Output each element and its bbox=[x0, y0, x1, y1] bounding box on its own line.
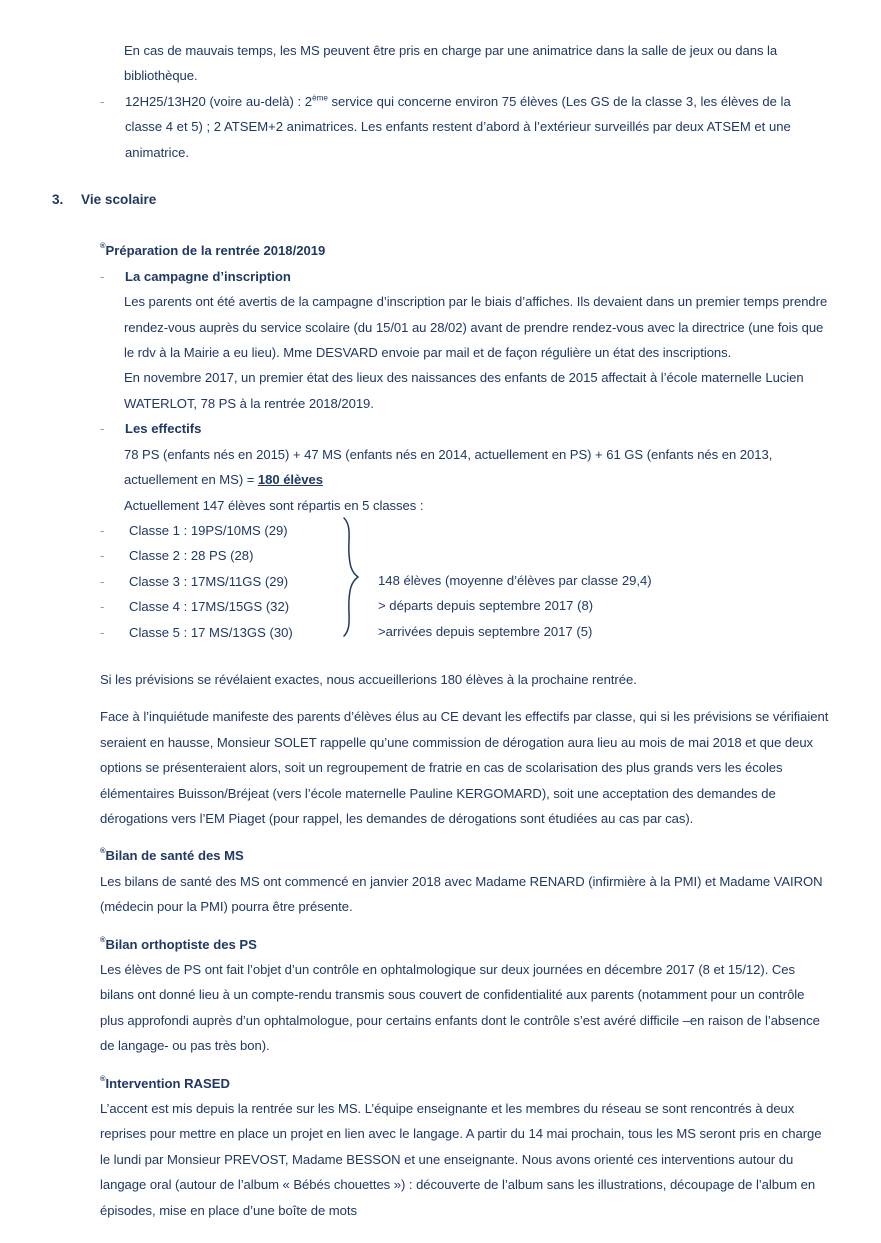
section-number: 3. bbox=[52, 192, 64, 208]
dash-bullet-icon: - bbox=[100, 93, 105, 109]
effectifs-calcul-prefix: 78 PS (enfants nés en 2015) + 47 MS (enfants nés en 2014, actuellement en PS) + 61 GS (enfants nés en 2013, actuellement en MS) = bbox=[124, 446, 773, 488]
spacer bbox=[52, 165, 829, 187]
paragraph-bilan-sante: Les bilans de santé des MS ont commencé en janvier 2018 avec Madame RENARD (infirmière à la PMI) et Madame VAIRON (médecin pour la PMI) pourra être présente. bbox=[100, 873, 823, 915]
brace-note-departs: > départs depuis septembre 2017 (8) bbox=[378, 598, 594, 614]
brace-note-arrivees: >arrivées depuis septembre 2017 (5) bbox=[378, 623, 593, 639]
dash-bullet-icon: - bbox=[100, 268, 105, 284]
classes-block bbox=[100, 518, 829, 645]
paragraph-effectifs-repartition: Actuellement 147 élèves sont répartis en 5 classes : bbox=[124, 497, 424, 513]
brace-notes bbox=[378, 568, 798, 644]
classe-label: Classe 1 : 19PS/10MS (29) bbox=[129, 522, 288, 538]
dash-bullet-icon: - bbox=[100, 522, 105, 538]
subsection-heading-bilan-sante-label: Bilan de santé des MS bbox=[105, 848, 244, 864]
circle-bullet-icon: ® bbox=[100, 1073, 106, 1083]
paragraph-intervention-rased: L’accent est mis depuis la rentrée sur les MS. L’équipe enseignante et les membres du réseau se sont rencontrés à deux reprises pour mettre en place un projet en lien avec le langage. A partir du 14 mai prochain, tous les MS seront pris en charge le lundi par Monsieur PREVOST, Madame BESSON et une enseignante. Nous avons orienté ces interventions autour du langage oral (autour de l’album « Bébés chouettes ») : découverte de l’album sans les illustrations, découpage de l’album en épisodes, mise en place d’une boîte de mots bbox=[100, 1101, 822, 1218]
list-item-second-service-text bbox=[125, 89, 829, 165]
subsection-heading-preparation bbox=[100, 238, 829, 263]
list-item-classe bbox=[100, 594, 400, 619]
classe-label: Classe 2 : 28 PS (28) bbox=[129, 548, 254, 564]
dash-bullet-icon: - bbox=[100, 599, 105, 615]
classe-label: Classe 3 : 17MS/11GS (29) bbox=[129, 573, 289, 589]
spacer bbox=[52, 645, 829, 667]
subsection-heading-bilan-orthoptiste bbox=[100, 932, 829, 957]
list-item-effectifs-heading bbox=[100, 416, 829, 441]
list-item-second-service bbox=[100, 89, 829, 165]
list-item-classe bbox=[100, 543, 400, 568]
effectifs-subheading: Les effectifs bbox=[125, 421, 202, 437]
subsection-heading-bilan-sante bbox=[100, 843, 829, 868]
paragraph-bilan-orthoptiste: Les élèves de PS ont fait l’objet d’un contrôle en ophtalmologique sur deux journées en décembre 2017 (8 et 15/12). Ces bilans ont donné lieu à un compte-rendu transmis sous couvert de confidentialité aux parents (notamment pour un contrôle plus approfondi auprès d’un ophtalmologue, pour certains enfants dont le contrôle s’est avéré difficile –en raison de l’absence de langage- ou pas très bon). bbox=[100, 962, 820, 1054]
paragraph-effectifs-calcul bbox=[124, 442, 829, 493]
subsection-heading-preparation-label: Préparation de la rentrée 2018/2019 bbox=[105, 243, 326, 259]
subsection-heading-intervention-rased-label: Intervention RASED bbox=[105, 1075, 230, 1091]
section-heading-vie-scolaire bbox=[52, 187, 829, 212]
second-service-prefix: 12H25/13H20 (voire au-delà) : 2 bbox=[125, 93, 313, 109]
list-item-classe bbox=[100, 620, 400, 645]
spacer bbox=[52, 212, 829, 238]
paragraph-campagne-1: Les parents ont été avertis de la campagne d’inscription par le biais d’affiches. Ils devaient dans un premier temps prendre rendez-vous auprès du service scolaire (du 15/01 au 28/02) avant de prendre rendez-vous avec la directrice (une fois que le rdv à la Mairie a eu lieu). Mme DESVARD envoie par mail et de façon régulière un état des inscriptions. bbox=[124, 294, 828, 361]
dash-bullet-icon: - bbox=[100, 573, 105, 589]
spacer bbox=[52, 692, 829, 704]
classe-label: Classe 4 : 17MS/15GS (32) bbox=[129, 599, 290, 615]
paragraph-bad-weather: En cas de mauvais temps, les MS peuvent être pris en charge par une animatrice dans la salle de jeux ou dans la bibliothèque. bbox=[124, 43, 778, 84]
circle-bullet-icon: ® bbox=[100, 846, 106, 856]
classes-list bbox=[100, 518, 400, 645]
classe-label: Classe 5 : 17 MS/13GS (30) bbox=[129, 624, 293, 640]
dash-bullet-icon: - bbox=[100, 624, 105, 640]
paragraph-previsions: Si les prévisions se révélaient exactes, nous accueillerions 180 élèves à la prochaine rentrée. bbox=[100, 671, 637, 687]
section-title: Vie scolaire bbox=[81, 192, 157, 208]
second-service-ordinal: ème bbox=[312, 93, 328, 103]
list-item-classe bbox=[100, 518, 400, 543]
spacer bbox=[52, 831, 829, 843]
dash-bullet-icon: - bbox=[100, 548, 105, 564]
paragraph-derogation: Face à l’inquiétude manifeste des parents d’élèves élus au CE devant les effectifs par classe, qui si les prévisions se vérifiaient seraient en hausse, Monsieur SOLET rappelle qu’une commission de dérogation aura lieu au mois de mai 2018 et que deux options se présenteraient alors, soit un regroupement de fratrie en cas de scolarisation des plus grands vers les écoles élémentaires Buisson/Bréjeat (vers l’école maternelle Pauline KERGOMARD), soit une acceptation des demandes de dérogations vers l’EM Piaget (pour rappel, les demandes de dérogations sont étudiées au cas par cas). bbox=[100, 709, 829, 826]
subsection-heading-intervention-rased bbox=[100, 1071, 829, 1096]
spacer bbox=[52, 920, 829, 932]
spacer bbox=[52, 1059, 829, 1071]
list-item-classe bbox=[100, 569, 400, 594]
circle-bullet-icon: ® bbox=[100, 934, 106, 944]
brace-note-total: 148 élèves (moyenne d’élèves par classe 29,4) bbox=[378, 572, 652, 588]
campagne-subheading: La campagne d’inscription bbox=[125, 268, 291, 284]
circle-bullet-icon: ® bbox=[100, 241, 106, 251]
dash-bullet-icon: - bbox=[100, 421, 105, 437]
subsection-heading-bilan-orthoptiste-label: Bilan orthoptiste des PS bbox=[105, 936, 257, 952]
second-service-suffix: service qui concerne environ 75 élèves (Les GS de la classe 3, les élèves de la classe 4 et 5) ; 2 ATSEM+2 animatrices. Les enfants restent d’abord à l’extérieur surveillés par deux ATSEM et une animatrice. bbox=[125, 93, 791, 160]
list-item-campagne-heading bbox=[100, 264, 829, 289]
effectifs-total: 180 élèves bbox=[257, 472, 323, 488]
paragraph-campagne-2: En novembre 2017, un premier état des lieux des naissances des enfants de 2015 affectait à l’école maternelle Lucien WATERLOT, 78 PS à la rentrée 2018/2019. bbox=[124, 370, 804, 411]
